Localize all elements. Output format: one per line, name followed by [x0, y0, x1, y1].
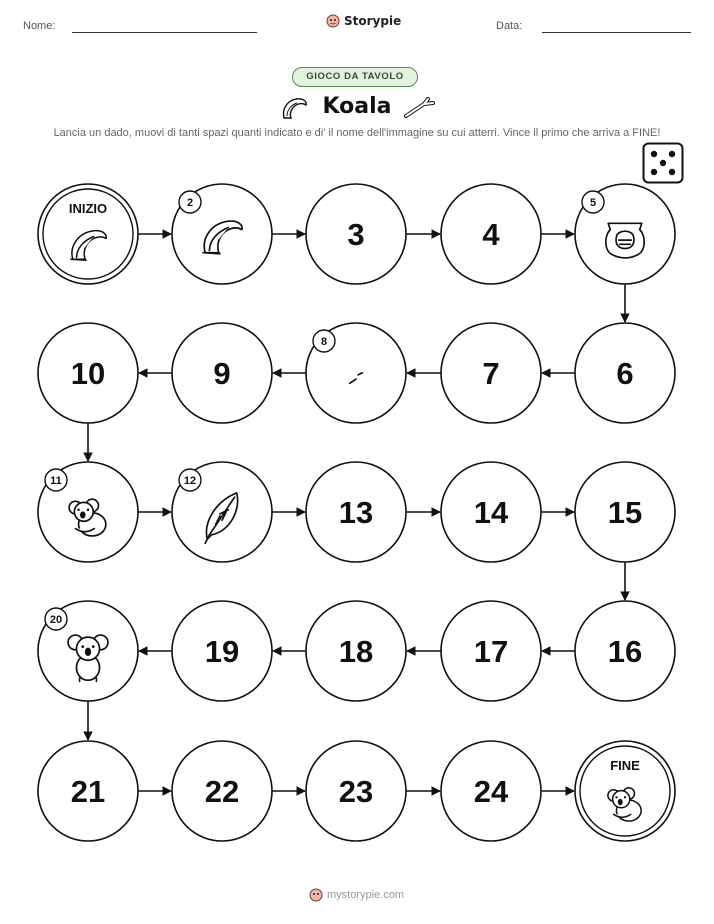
- space-number: 7: [482, 356, 500, 391]
- footer: [309, 888, 404, 902]
- board-space: [172, 323, 272, 423]
- board-space: [38, 462, 138, 562]
- space-badge-number: 5: [589, 197, 597, 209]
- footer-url: mystorypie.com: [327, 889, 405, 901]
- space-number: 17: [473, 634, 509, 669]
- space-number: 19: [204, 634, 240, 669]
- space-number: 15: [607, 495, 643, 530]
- board-space: [38, 741, 138, 841]
- board-space: [172, 184, 272, 284]
- name-label: Nome:: [23, 20, 56, 32]
- board-space: [441, 323, 541, 423]
- board-space: [172, 462, 272, 562]
- board-space: [172, 601, 272, 701]
- pouch-icon: [606, 223, 644, 258]
- board-space: [306, 323, 406, 423]
- space-label: FINE: [610, 758, 640, 773]
- board-space: [441, 462, 541, 562]
- board-space: [306, 184, 406, 284]
- brand-name: Storypie: [344, 14, 402, 28]
- space-number: 21: [70, 774, 106, 809]
- space-number: 9: [213, 356, 231, 391]
- board-space: [575, 462, 675, 562]
- space-number: 23: [338, 774, 374, 809]
- instructions: Lancia un dado, muovi di tanti spazi quanti indicato e di' il nome dell'immagine su cui atterri. Vince il primo che arriva a FINE!: [53, 127, 661, 139]
- space-badge-number: 12: [183, 475, 197, 487]
- space-number: 22: [204, 774, 240, 809]
- space-badge-number: 8: [320, 336, 328, 348]
- board-space: [575, 184, 675, 284]
- space-number: 10: [70, 356, 106, 391]
- finish-space: [575, 741, 675, 841]
- board-space: [441, 741, 541, 841]
- board-space: [575, 323, 675, 423]
- page-title: Koala: [322, 94, 392, 119]
- space-number: 13: [338, 495, 374, 530]
- game-type-tag: GIOCO DA TAVOLO: [292, 67, 418, 87]
- board-space: [306, 601, 406, 701]
- space-number: 4: [482, 217, 500, 252]
- space-badge-number: 2: [186, 197, 194, 209]
- space-number: 24: [473, 774, 509, 809]
- space-badge-number: 20: [49, 614, 63, 626]
- start-space: [38, 184, 138, 284]
- storypie-mascot-icon: [309, 888, 323, 902]
- space-number: 6: [616, 356, 634, 391]
- board-space: [38, 601, 138, 701]
- board-space: [441, 601, 541, 701]
- space-number: 14: [473, 495, 509, 530]
- space-badge-number: 11: [50, 475, 62, 487]
- date-label: Data:: [496, 20, 523, 32]
- board-space: [441, 184, 541, 284]
- board-space: [38, 323, 138, 423]
- board-space: [306, 462, 406, 562]
- board-space: [172, 741, 272, 841]
- space-number: 18: [338, 634, 374, 669]
- board-space: [575, 601, 675, 701]
- space-label: INIZIO: [68, 201, 108, 216]
- space-number: 16: [607, 634, 643, 669]
- board-space: [306, 741, 406, 841]
- space-number: 3: [347, 217, 365, 252]
